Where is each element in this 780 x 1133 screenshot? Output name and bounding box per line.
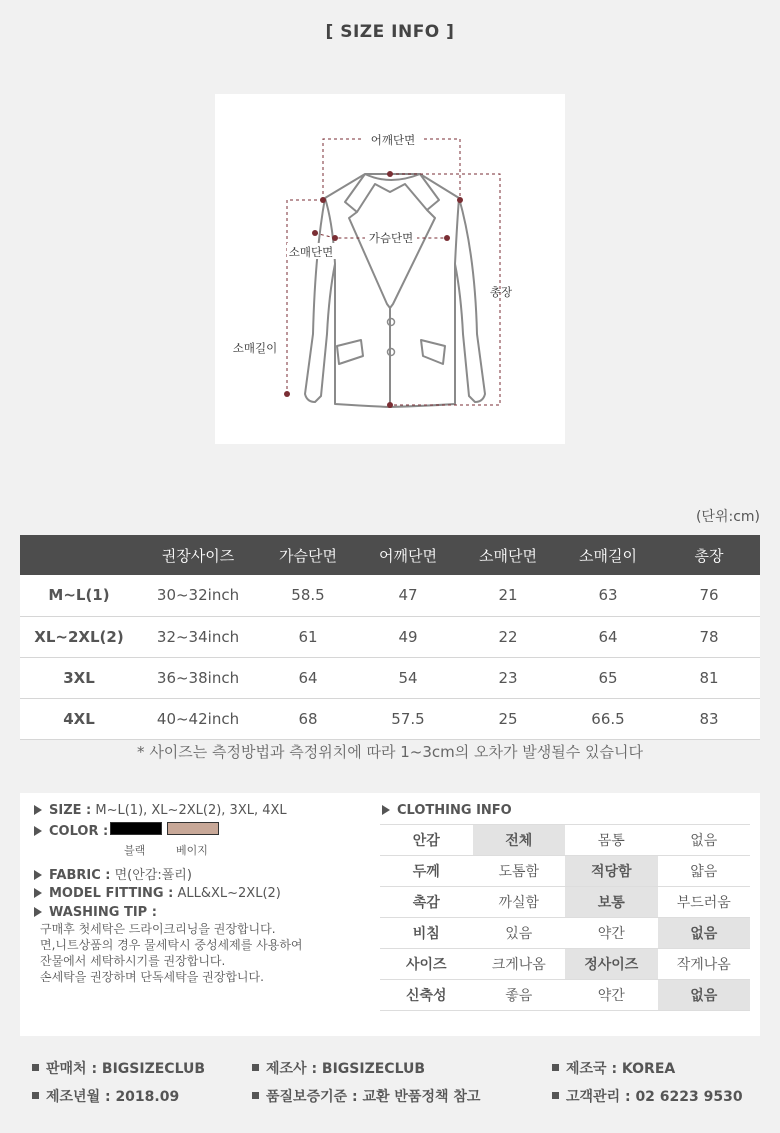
size-info [34,803,287,818]
table-cell: 68 [258,698,358,739]
clothing-attr-label: 신축성 [380,980,473,1011]
square-bullet-icon [32,1064,39,1071]
triangle-bullet-icon [34,805,42,815]
washing-tip-text [40,921,303,985]
label-length: 총장 [489,285,513,299]
jacket-measurement-diagram [215,94,565,444]
table-cell: 76 [658,575,760,616]
size-key: SIZE : [49,803,92,818]
table-cell: 21 [458,575,558,616]
clothing-option: 없음 [658,825,751,856]
square-bullet-icon [252,1064,259,1071]
label-sleeve-width: 소매단면 [288,245,334,259]
triangle-bullet-icon [382,805,390,815]
clothing-info-row [380,980,750,1011]
model-fitting-key: MODEL FITTING : [49,886,174,901]
clothing-option: 까실함 [473,887,566,918]
triangle-bullet-icon [34,870,42,880]
label-shoulder: 어깨단면 [370,133,416,147]
footer-seller: 판매처 : BIGSIZECLUB [32,1058,205,1078]
size-header-cell: 소매단면 [458,535,558,575]
size-header-cell [20,535,138,575]
color-info [34,824,108,839]
table-cell: 40~42inch [138,698,258,739]
clothing-option: 얇음 [658,856,751,887]
clothing-info-row [380,887,750,918]
color-swatch-beige [167,822,219,835]
table-cell: 36~38inch [138,657,258,698]
color-key: COLOR : [49,824,109,839]
table-cell: 63 [558,575,658,616]
table-row [20,575,760,616]
clothing-attr-label: 두께 [380,856,473,887]
clothing-attr-label: 안감 [380,825,473,856]
size-header-cell: 소매길이 [558,535,658,575]
table-cell: 54 [358,657,458,698]
footer-warranty: 품질보증기준 : 교환 반품정책 참고 [252,1086,480,1106]
clothing-option: 작게나옴 [658,949,751,980]
footer-maker: 제조사 : BIGSIZECLUB [252,1058,425,1078]
triangle-bullet-icon [34,826,42,836]
clothing-option: 좋음 [473,980,566,1011]
footer-date: 제조년월 : 2018.09 [32,1086,179,1106]
label-chest: 가슴단면 [368,231,414,245]
fabric-info [34,864,192,883]
clothing-attr-label: 비침 [380,918,473,949]
clothing-option: 있음 [473,918,566,949]
clothing-option: 도톰함 [473,856,566,887]
clothing-option: 약간 [565,918,658,949]
clothing-info-row [380,856,750,887]
clothing-option-selected: 적당함 [565,856,658,887]
table-cell: 64 [558,616,658,657]
table-cell: 58.5 [258,575,358,616]
washing-line: 손세탁을 권장하며 단독세탁을 권장합니다. [40,970,264,984]
size-header-cell: 총장 [658,535,760,575]
clothing-option: 약간 [565,980,658,1011]
size-row-label: M~L(1) [20,575,138,616]
size-row-label: 4XL [20,698,138,739]
table-row [20,698,760,739]
footer-country: 제조국 : KOREA [552,1058,675,1078]
table-row [20,616,760,657]
footer-customer-service: 고객관리 : 02 6223 9530 [552,1086,743,1106]
size-table [20,535,760,740]
table-cell: 47 [358,575,458,616]
washing-line: 잔물에서 세탁하시기를 권장합니다. [40,954,226,968]
washing-tip-info [34,905,157,920]
table-cell: 49 [358,616,458,657]
model-fitting-value: ALL&XL~2XL(2) [177,886,281,901]
clothing-option: 부드러움 [658,887,751,918]
square-bullet-icon [32,1092,39,1099]
clothing-option: 크게나옴 [473,949,566,980]
table-cell: 81 [658,657,760,698]
washing-tip-key: WASHING TIP : [49,905,157,920]
color-name-black: 블랙 [124,844,146,857]
washing-line: 면,니트상품의 경우 물세탁시 중성세제를 사용하여 [40,938,303,952]
triangle-bullet-icon [34,888,42,898]
fabric-key: FABRIC : [49,868,111,883]
clothing-option: 몸통 [565,825,658,856]
table-cell: 22 [458,616,558,657]
table-cell: 66.5 [558,698,658,739]
square-bullet-icon [552,1064,559,1071]
square-bullet-icon [252,1092,259,1099]
table-cell: 78 [658,616,760,657]
table-cell: 23 [458,657,558,698]
clothing-option-selected: 정사이즈 [565,949,658,980]
table-cell: 64 [258,657,358,698]
size-header-cell: 권장사이즈 [138,535,258,575]
size-table-header [20,535,760,575]
jacket-illustration [215,94,565,444]
table-cell: 30~32inch [138,575,258,616]
label-sleeve-length: 소매길이 [232,341,278,355]
size-row-label: XL~2XL(2) [20,616,138,657]
clothing-info-row [380,825,750,856]
square-bullet-icon [552,1092,559,1099]
table-cell: 65 [558,657,658,698]
clothing-info-table [380,824,750,1011]
clothing-info-row [380,918,750,949]
clothing-option-selected: 없음 [658,980,751,1011]
page-title: [ SIZE INFO ] [325,22,455,42]
size-row-label: 3XL [20,657,138,698]
size-value: M~L(1), XL~2XL(2), 3XL, 4XL [95,803,287,818]
clothing-attr-label: 사이즈 [380,949,473,980]
unit-label: (단위:cm) [695,509,760,525]
table-cell: 57.5 [358,698,458,739]
clothing-option-selected: 없음 [658,918,751,949]
triangle-bullet-icon [34,907,42,917]
table-row [20,657,760,698]
model-fitting-info [34,886,281,901]
clothing-option-selected: 전체 [473,825,566,856]
size-header-cell: 어깨단면 [358,535,458,575]
table-cell: 32~34inch [138,616,258,657]
table-cell: 25 [458,698,558,739]
clothing-info-row [380,949,750,980]
color-name-beige: 베이지 [176,844,208,857]
product-info-box [20,793,760,1036]
clothing-option-selected: 보통 [565,887,658,918]
clothing-info-title: CLOTHING INFO [382,803,512,818]
table-cell: 83 [658,698,760,739]
washing-line: 구매후 첫세탁은 드라이크리닝을 권장합니다. [40,922,276,936]
fabric-value: 면(안감:폴리) [114,868,192,883]
table-cell: 61 [258,616,358,657]
clothing-attr-label: 촉감 [380,887,473,918]
measurement-note: * 사이즈는 측정방법과 측정위치에 따라 1~3cm의 오차가 발생될수 있습니다 [137,743,643,761]
color-swatch-black [110,822,162,835]
size-header-cell: 가슴단면 [258,535,358,575]
